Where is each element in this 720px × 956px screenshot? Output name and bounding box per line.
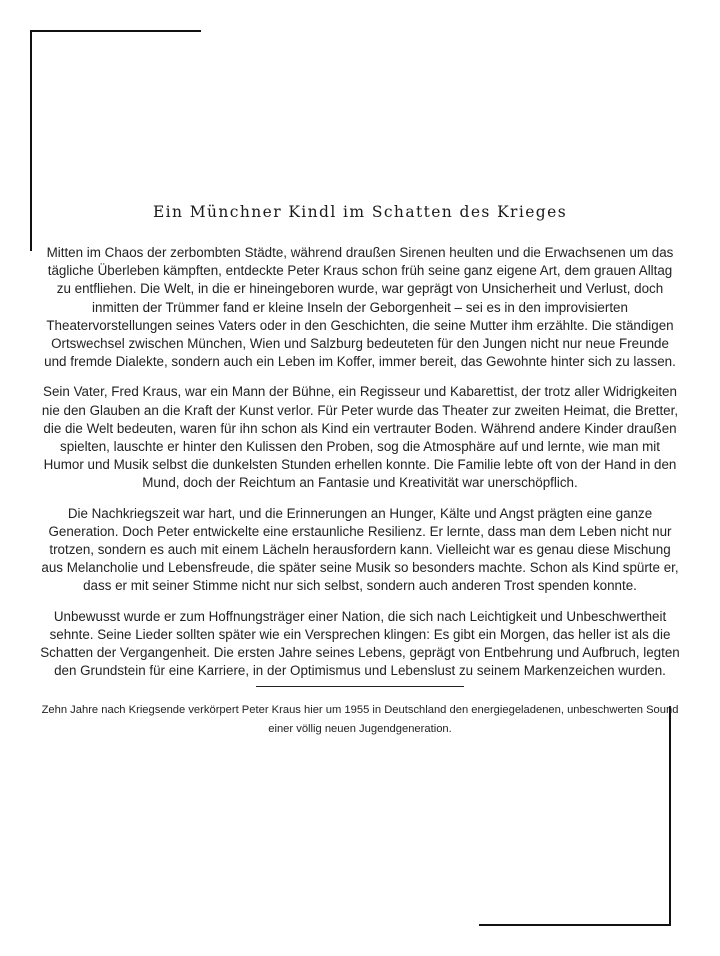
frame-corner-top-left-vertical <box>30 30 32 251</box>
body-paragraph: Die Nachkriegszeit war hart, und die Erinnerungen an Hunger, Kälte und Angst prägten eine ganze Generation. Doch Peter entwickelte eine erstaunliche Resilienz. Er lernte, dass man dem Leben nicht nur trotzen, sondern es auch mit einem Lächeln herausfordern kann. Vielleicht war es genau diese Mischung aus Melancholie und Lebensfreude, die später seine Musik so besonders machte. Schon als Kind spürte er, dass er mit seiner Stimme nicht nur sich selbst, sondern auch anderen Trost spenden konnte. <box>41 505 679 594</box>
chapter-title: Ein Münchner Kindl im Schatten des Krieges <box>152 203 568 221</box>
body-paragraph: Mitten im Chaos der zerbombten Städte, während draußen Sirenen heulten und die Erwachsenen um das tägliche Überleben kämpften, entdeckte Peter Kraus schon früh seine ganz eigene Art, dem grauen Alltag zu entfliehen. Die Welt, in die er hineingeboren wurde, war geprägt von Unsicherheit und Verlust, doch inmitten der Trümmer fand er kleine Inseln der Geborgenheit – sei es in den improvisierten Theatervorstellungen seines Vaters oder in den Geschichten, die seine Mutter ihm erzählte. Die ständigen Ortswechsel zwischen München, Wien und Salzburg bedeuteten für den Jungen nicht nur neue Freunde und fremde Dialekte, sondern auch ein Leben im Koffer, immer bereit, das Gewohnte hinter sich zu lassen. <box>44 245 676 370</box>
frame-corner-bottom-right-horizontal <box>479 924 671 926</box>
image-caption: Zehn Jahre nach Kriegsende verkörpert Peter Kraus hier um 1955 in Deutschland den energiegeladenen, unbeschwerten Sound einer völlig neuen Jugendgeneration. <box>41 704 679 736</box>
body-paragraph: Unbewusst wurde er zum Hoffnungsträger einer Nation, die sich nach Leichtigkeit und Unbeschwertheit sehnte. Seine Lieder sollten später wie ein Versprechen klingen: Es gibt ein Morgen, das heller ist als die Schatten der Vergangenheit. Die ersten Jahre seines Lebens, geprägt von Entbehrung und Aufbruch, legten den Grundstein für eine Karriere, in der Optimismus und Lebenslust zu seinem Markenzeichen wurden. <box>40 608 680 679</box>
caption-divider <box>256 686 464 687</box>
page-content <box>40 200 680 739</box>
body-paragraph: Sein Vater, Fred Kraus, war ein Mann der Bühne, ein Regisseur und Kabarettist, der trotz aller Widrigkeiten nie den Glauben an die Kraft der Kunst verlor. Für Peter wurde das Theater zur zweiten Heimat, die Bretter, die die Welt bedeuten, waren für ihn schon als Kind ein vertrauter Boden. Während andere Kinder draußen spielten, lauschte er hinter den Kulissen den Proben, sog die Atmosphäre auf und lernte, wie man mit Humor und Musik selbst die dunkelsten Stunden erhellen konnte. Die Familie lebte oft von der Hand in den Mund, doch der Reichtum an Fantasie und Kreativität war unerschöpflich. <box>41 384 679 491</box>
frame-corner-top-left-horizontal <box>30 30 201 32</box>
